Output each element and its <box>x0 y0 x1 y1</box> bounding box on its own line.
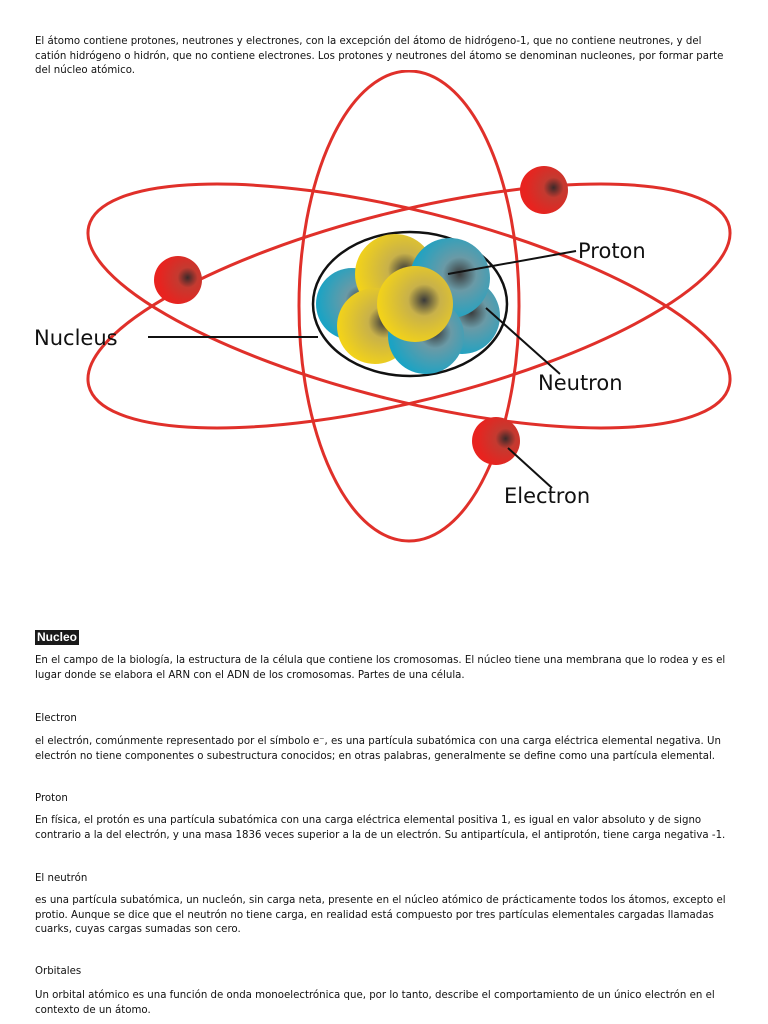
electron-label: Electron <box>504 484 591 508</box>
section-heading-electron: Electron <box>35 713 77 724</box>
proton-label: Proton <box>578 239 646 263</box>
electron-leader-line <box>508 448 552 488</box>
neutron-leader-line <box>486 308 560 374</box>
section-text-orbitales: Un orbital atómico es una función de onda monoelectrónica que, por lo tanto, describe el comportamiento de un único electrón en el contexto de un átomo. <box>35 990 715 1016</box>
section-heading-orbitales: Orbitales <box>35 966 82 977</box>
atom-diagram <box>0 70 768 550</box>
nucleus-label: Nucleus <box>34 326 118 350</box>
section-text-proton: En física, el protón es una partícula subatómica con una carga eléctrica elemental positiva 1, es igual en valor absoluto y de signo contrario a la del electrón, y una masa 1836 veces superior a la de un electrón. Su antipartícula, el antiprotón, tiene carga negativa -1. <box>35 815 726 841</box>
section-text-nucleo: En el campo de la biología, la estructura de la célula que contiene los cromosomas. El núcleo tiene una membrana que lo rodea y es el lugar donde se elabora el ARN con el ADN de los cromosomas. Partes de una célula. <box>35 655 726 681</box>
electron-particle <box>520 166 568 214</box>
neutron-label: Neutron <box>538 371 623 395</box>
section-text-electron: el electrón, comúnmente representado por el símbolo e⁻, es una partícula subatómica con una carga eléctrica elemental negativa. Un electrón no tiene componentes o subestructura conocidos; en otras palabras, generalmente se define como una partícula elemental. <box>35 736 721 762</box>
section-heading-proton: Proton <box>35 793 68 804</box>
section-text-neutron: es una partícula subatómica, un nucleón, sin carga neta, presente en el núcleo atómico de prácticamente todos los átomos, excepto el protio. Aunque se dice que el neutrón no tiene carga, en realidad está compuesto por tres partículas elementales cargadas llamadas cuarks, cuyas cargas sumadas son cero. <box>35 895 726 935</box>
proton-particle <box>377 266 453 342</box>
section-heading-neutron: El neutrón <box>35 873 88 884</box>
intro-paragraph: El átomo contiene protones, neutrones y electrones, con la excepción del átomo de hidrógeno-1, que no contiene neutrones, y del catión hidrógeno o hidrón, que no contiene electrones. Los protones y neutrones del átomo se denominan nucleones, por formar parte del núcleo atómico. <box>35 36 724 76</box>
section-heading-nucleo: Nucleo <box>37 630 78 644</box>
electron-particle <box>472 417 520 465</box>
electron-particle <box>154 256 202 304</box>
atom-diagram-svg <box>0 70 768 550</box>
